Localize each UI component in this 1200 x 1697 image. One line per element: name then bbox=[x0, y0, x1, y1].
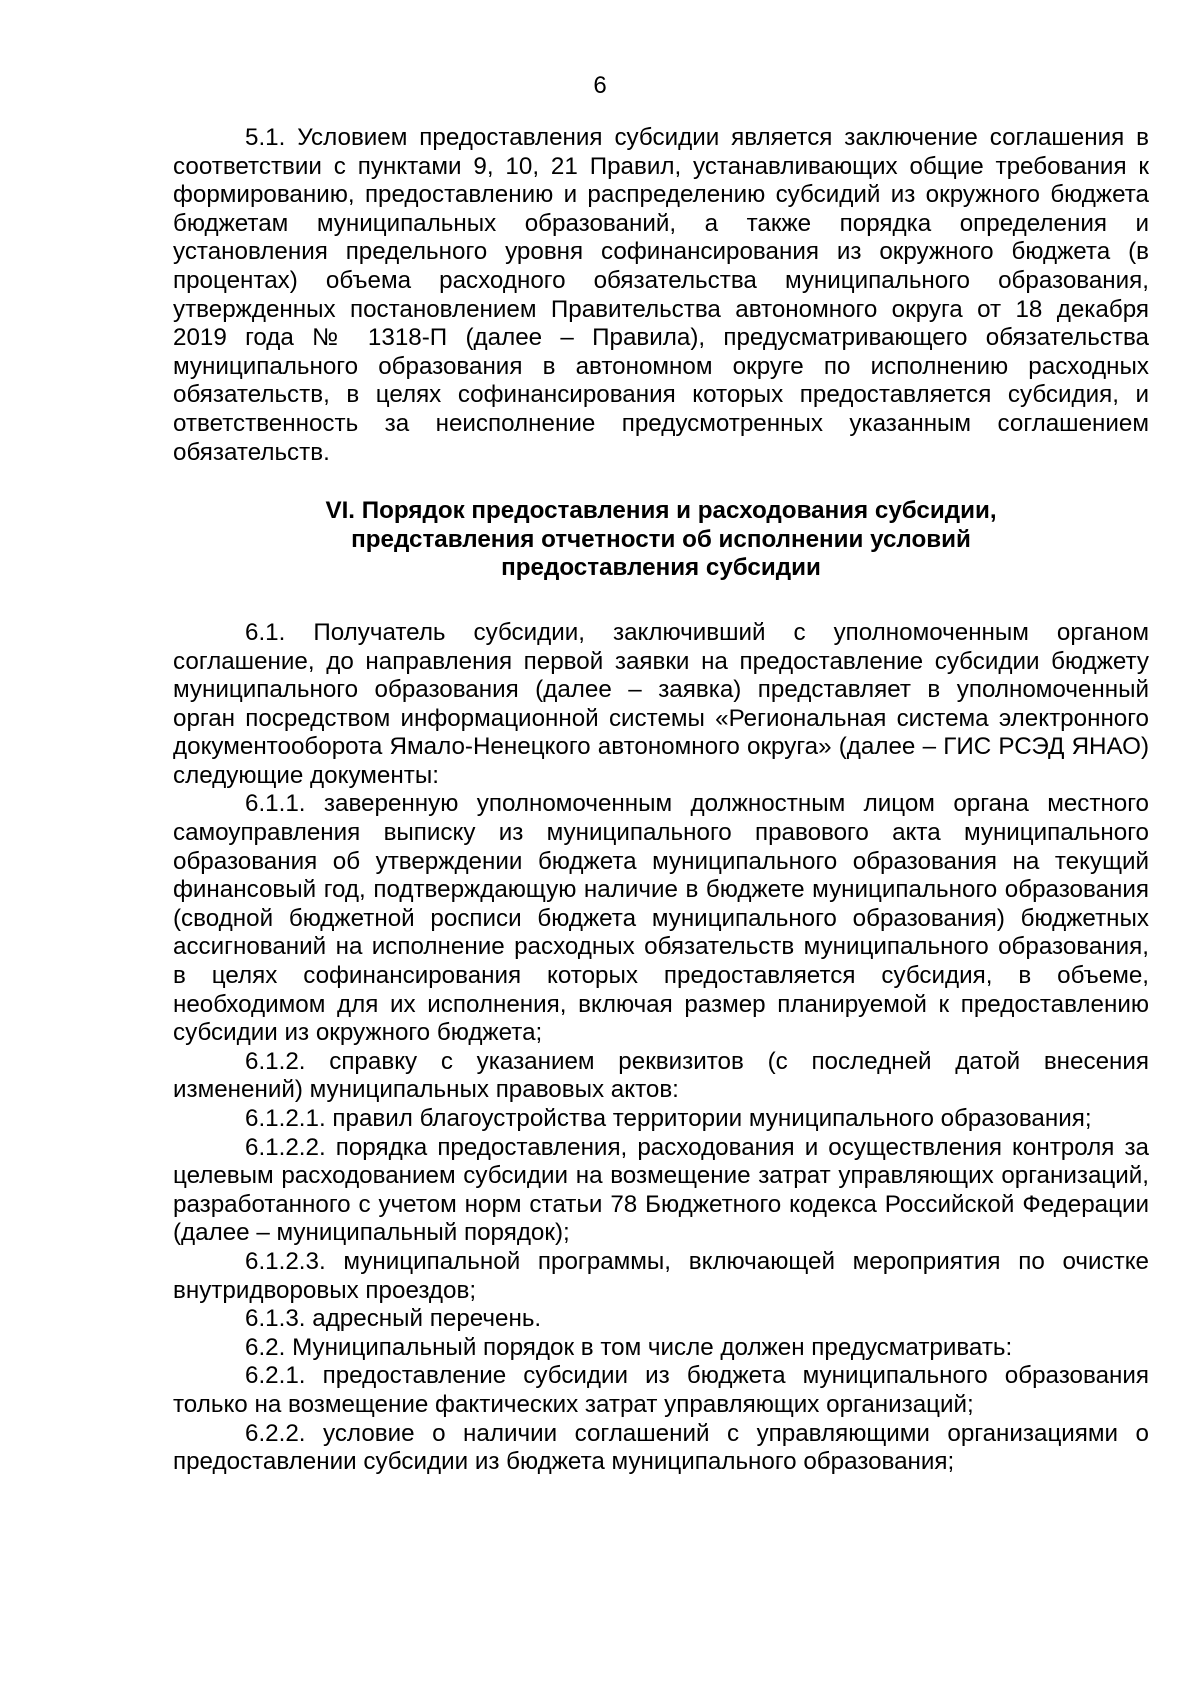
paragraph-6-1-3: 6.1.3. адресный перечень. bbox=[245, 1305, 542, 1333]
section-6-heading-line-3: предоставления субсидии bbox=[501, 554, 821, 582]
section-6-heading bbox=[173, 497, 1149, 583]
paragraph-6-2-2: 6.2.2. условие о наличии соглашений с управляющими организациями о предоставлении субсидии из бюджета муниципального образования; bbox=[173, 1419, 1149, 1476]
paragraph-6-1-1: 6.1.1. заверенную уполномоченным должностным лицом органа местного самоуправления выписку из муниципального правового акта муниципального образования об утверждении бюджета муниципального образования на текущий финансовый год, подтверждающую наличие в бюджете муниципального образования (сводной бюджетной росписи бюджета муниципального образования) бюджетных ассигнований на исполнение расходных обязательств муниципального образования, в целях софинансирования которых предоставляется субсидия, в объеме, необходимом для их исполнения, включая размер планируемой к предоставлению субсидии из окружного бюджета; bbox=[173, 790, 1149, 1047]
paragraph-5-1: 5.1. Условием предоставления субсидии является заключение соглашения в соответствии с пунктами 9, 10, 21 Правил, устанавливающих общие требования к формированию, предоставлению и распределению субсидий из окружного бюджета бюджетам муниципальных образований, а также порядка определения и установления предельного уровня софинансирования из окружного бюджета (в процентах) объема расходного обязательства муниципального образования, утвержденных постановлением Правительства автономного округа от 18 декабря 2019 года № 1318-П (далее – Правила), предусматривающего обязательства муниципального образования в автономном округе по исполнению расходных обязательств, в целях софинансирования которых предоставляется субсидия, и ответственность за неисполнение предусмотренных указанным соглашением обязательств. bbox=[173, 124, 1149, 466]
paragraph-6-2: 6.2. Муниципальный порядок в том числе должен предусматривать: bbox=[245, 1333, 1013, 1361]
section-6-heading-line-1: VI. Порядок предоставления и расходования субсидии, bbox=[325, 497, 997, 525]
document-body bbox=[173, 124, 1149, 1477]
section-6-heading-line-2: представления отчетности об исполнении условий bbox=[351, 525, 971, 553]
paragraph-6-1-2-3: 6.1.2.3. муниципальной программы, включающей мероприятия по очистке внутридворовых проездов; bbox=[173, 1247, 1149, 1304]
paragraph-6-1-2-2: 6.1.2.2. порядка предоставления, расходования и осуществления контроля за целевым расходованием субсидии на возмещение затрат управляющих организаций, разработанного с учетом норм статьи 78 Бюджетного кодекса Российской Федерации (далее – муниципальный порядок); bbox=[173, 1133, 1149, 1247]
page-number: 6 bbox=[593, 72, 607, 99]
paragraph-6-1: 6.1. Получатель субсидии, заключивший с уполномоченным органом соглашение, до направления первой заявки на предоставление субсидии бюджету муниципального образования (далее – заявка) представляет в уполномоченный орган посредством информационной системы «Региональная система электронного документооборота Ямало-Ненецкого автономного округа» (далее – ГИС РСЭД ЯНАО) следующие документы: bbox=[173, 618, 1149, 789]
paragraph-6-2-1: 6.2.1. предоставление субсидии из бюджета муниципального образования только на возмещение фактических затрат управляющих организаций; bbox=[173, 1362, 1149, 1418]
paragraph-6-1-2-1: 6.1.2.1. правил благоустройства территории муниципального образования; bbox=[245, 1105, 1092, 1132]
paragraph-6-1-2: 6.1.2. справку с указанием реквизитов (с последней датой внесения изменений) муниципальных правовых актов: bbox=[173, 1047, 1149, 1104]
